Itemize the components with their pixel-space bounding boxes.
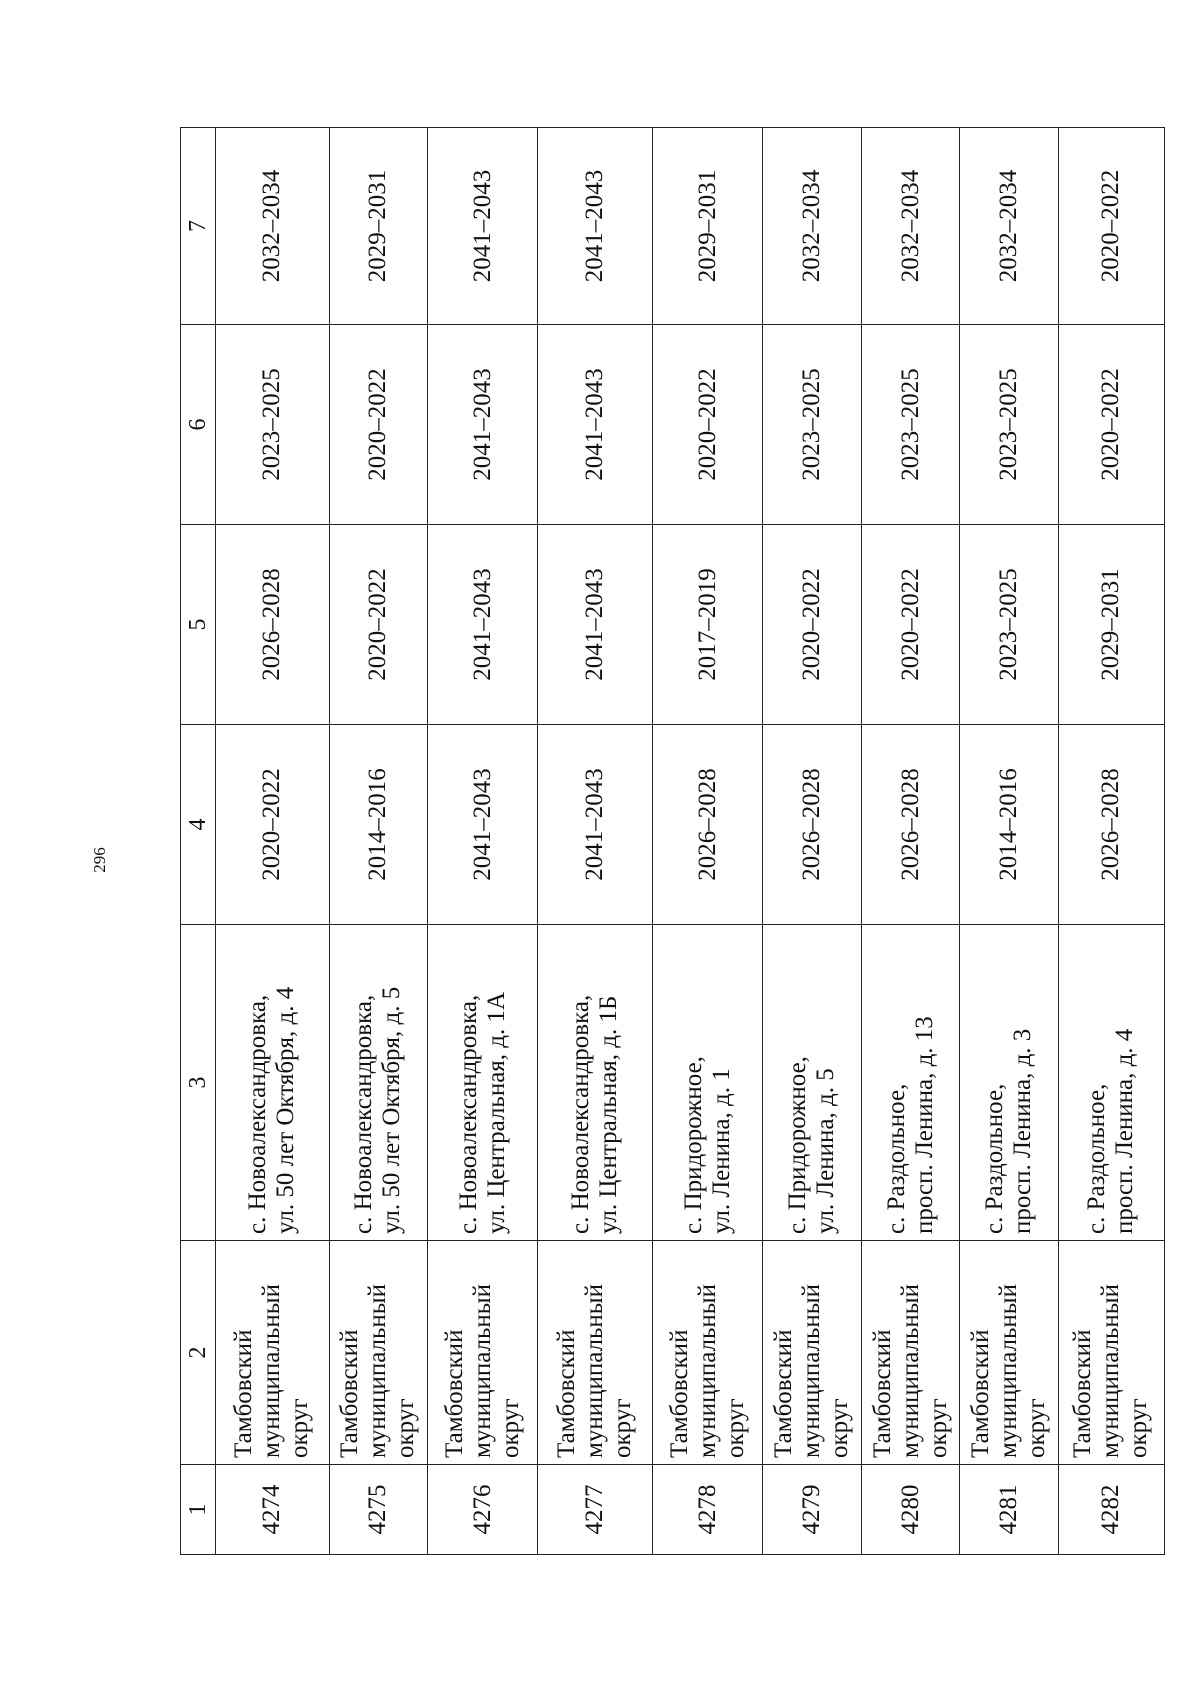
address-cell	[329, 925, 428, 1241]
address-line: с. Раздольное,	[981, 1083, 1009, 1234]
period-cell-col5: 2029–2031	[1058, 525, 1164, 725]
period-cell-col4: 2041–2043	[538, 725, 653, 925]
district-line: округ	[721, 1398, 749, 1458]
district-line: муниципальный	[364, 1284, 392, 1458]
district-line: Тамбовский	[553, 1329, 581, 1458]
period-cell-col7: 2032–2034	[216, 128, 330, 325]
district-line: округ	[286, 1398, 314, 1458]
row-number: 4275	[329, 1465, 428, 1555]
address-line: ул. 50 лет Октября, д. 5	[378, 986, 406, 1234]
address-cell	[428, 925, 538, 1241]
period-cell-col5: 2020–2022	[861, 525, 960, 725]
table-row	[861, 128, 960, 1555]
address-line: с. Новоалександровка,	[244, 994, 272, 1234]
address-line: с. Придорожное,	[679, 1056, 707, 1234]
address-line: ул. Центральная, д. 1А	[482, 991, 510, 1234]
page-number: 296	[90, 847, 109, 873]
column-header: 7	[181, 128, 216, 325]
district-line: Тамбовский	[230, 1329, 258, 1458]
period-cell-col5: 2041–2043	[538, 525, 653, 725]
district-cell	[960, 1241, 1059, 1465]
district-line: муниципальный	[896, 1284, 924, 1458]
period-cell-col5: 2020–2022	[763, 525, 862, 725]
table-row	[1058, 128, 1164, 1555]
address-line: ул. Центральная, д. 1Б	[595, 995, 623, 1234]
address-line: с. Придорожное,	[784, 1056, 812, 1234]
period-cell-col7: 2032–2034	[960, 128, 1059, 325]
column-header: 4	[181, 725, 216, 925]
district-cell	[329, 1241, 428, 1465]
district-line: муниципальный	[468, 1284, 496, 1458]
period-cell-col6: 2023–2025	[861, 325, 960, 525]
address-cell	[861, 925, 960, 1241]
period-cell-col6: 2023–2025	[216, 325, 330, 525]
district-line: Тамбовский	[440, 1329, 468, 1458]
district-line: муниципальный	[581, 1284, 609, 1458]
column-header: 6	[181, 325, 216, 525]
address-line: ул. Ленина, д. 1	[707, 1068, 735, 1234]
district-line: Тамбовский	[770, 1329, 798, 1458]
period-cell-col4: 2026–2028	[763, 725, 862, 925]
table-row	[428, 128, 538, 1555]
row-number: 4274	[216, 1465, 330, 1555]
table-row	[763, 128, 862, 1555]
period-cell-col4: 2026–2028	[652, 725, 762, 925]
column-header: 3	[181, 925, 216, 1241]
row-number: 4281	[960, 1465, 1059, 1555]
district-cell	[763, 1241, 862, 1465]
row-number: 4282	[1058, 1465, 1164, 1555]
district-line: Тамбовский	[1069, 1329, 1097, 1458]
address-line: просп. Ленина, д. 13	[910, 1016, 938, 1234]
address-line: с. Новоалександровка,	[567, 994, 595, 1234]
address-cell	[538, 925, 653, 1241]
address-line: ул. Ленина, д. 5	[812, 1068, 840, 1234]
period-cell-col6: 2020–2022	[652, 325, 762, 525]
address-cell	[960, 925, 1059, 1241]
address-cell	[216, 925, 330, 1241]
table-row	[538, 128, 653, 1555]
period-cell-col7: 2041–2043	[538, 128, 653, 325]
district-line: округ	[924, 1398, 952, 1458]
district-cell	[1058, 1241, 1164, 1465]
row-number: 4276	[428, 1465, 538, 1555]
address-line: ул. 50 лет Октября, д. 4	[272, 986, 300, 1234]
period-cell-col7: 2029–2031	[652, 128, 762, 325]
data-table	[180, 127, 1165, 1555]
header-row	[181, 128, 216, 1555]
period-cell-col6: 2041–2043	[538, 325, 653, 525]
district-line: округ	[1023, 1398, 1051, 1458]
district-cell	[216, 1241, 330, 1465]
district-line: Тамбовский	[967, 1329, 995, 1458]
period-cell-col6: 2020–2022	[329, 325, 428, 525]
address-line: просп. Ленина, д. 3	[1009, 1028, 1037, 1234]
period-cell-col4: 2041–2043	[428, 725, 538, 925]
period-cell-col4: 2020–2022	[216, 725, 330, 925]
period-cell-col6: 2023–2025	[960, 325, 1059, 525]
district-cell	[652, 1241, 762, 1465]
table-row	[652, 128, 762, 1555]
period-cell-col5: 2017–2019	[652, 525, 762, 725]
row-number: 4280	[861, 1465, 960, 1555]
district-line: округ	[1125, 1398, 1153, 1458]
district-line: Тамбовский	[665, 1329, 693, 1458]
period-cell-col6: 2020–2022	[1058, 325, 1164, 525]
period-cell-col7: 2020–2022	[1058, 128, 1164, 325]
district-line: муниципальный	[798, 1284, 826, 1458]
row-number: 4279	[763, 1465, 862, 1555]
district-line: округ	[496, 1398, 524, 1458]
column-header: 1	[181, 1465, 216, 1555]
district-line: округ	[392, 1398, 420, 1458]
district-line: муниципальный	[258, 1284, 286, 1458]
district-cell	[538, 1241, 653, 1465]
period-cell-col6: 2041–2043	[428, 325, 538, 525]
period-cell-col4: 2026–2028	[861, 725, 960, 925]
period-cell-col5: 2041–2043	[428, 525, 538, 725]
address-line: с. Новоалександровка,	[350, 994, 378, 1234]
period-cell-col7: 2032–2034	[861, 128, 960, 325]
period-cell-col7: 2029–2031	[329, 128, 428, 325]
period-cell-col6: 2023–2025	[763, 325, 862, 525]
period-cell-col4: 2014–2016	[329, 725, 428, 925]
district-cell	[861, 1241, 960, 1465]
district-line: муниципальный	[1097, 1284, 1125, 1458]
row-number: 4277	[538, 1465, 653, 1555]
district-line: округ	[826, 1398, 854, 1458]
period-cell-col5: 2023–2025	[960, 525, 1059, 725]
district-line: Тамбовский	[336, 1329, 364, 1458]
address-line: просп. Ленина, д. 4	[1111, 1028, 1139, 1234]
address-line: с. Новоалександровка,	[454, 994, 482, 1234]
table-body	[216, 128, 1165, 1555]
table-row	[216, 128, 330, 1555]
period-cell-col7: 2032–2034	[763, 128, 862, 325]
page-number-wrap	[75, 835, 125, 885]
period-cell-col7: 2041–2043	[428, 128, 538, 325]
address-line: с. Раздольное,	[1083, 1083, 1111, 1234]
address-cell	[763, 925, 862, 1241]
row-number: 4278	[652, 1465, 762, 1555]
period-cell-col4: 2026–2028	[1058, 725, 1164, 925]
address-line: с. Раздольное,	[882, 1083, 910, 1234]
column-header: 2	[181, 1241, 216, 1465]
table-row	[329, 128, 428, 1555]
address-cell	[1058, 925, 1164, 1241]
district-line: округ	[609, 1398, 637, 1458]
period-cell-col5: 2026–2028	[216, 525, 330, 725]
district-line: муниципальный	[995, 1284, 1023, 1458]
district-line: муниципальный	[693, 1284, 721, 1458]
address-cell	[652, 925, 762, 1241]
period-cell-col4: 2014–2016	[960, 725, 1059, 925]
district-line: Тамбовский	[868, 1329, 896, 1458]
period-cell-col5: 2020–2022	[329, 525, 428, 725]
rotated-table-container	[180, 128, 1165, 1555]
table-row	[960, 128, 1059, 1555]
column-header: 5	[181, 525, 216, 725]
district-cell	[428, 1241, 538, 1465]
